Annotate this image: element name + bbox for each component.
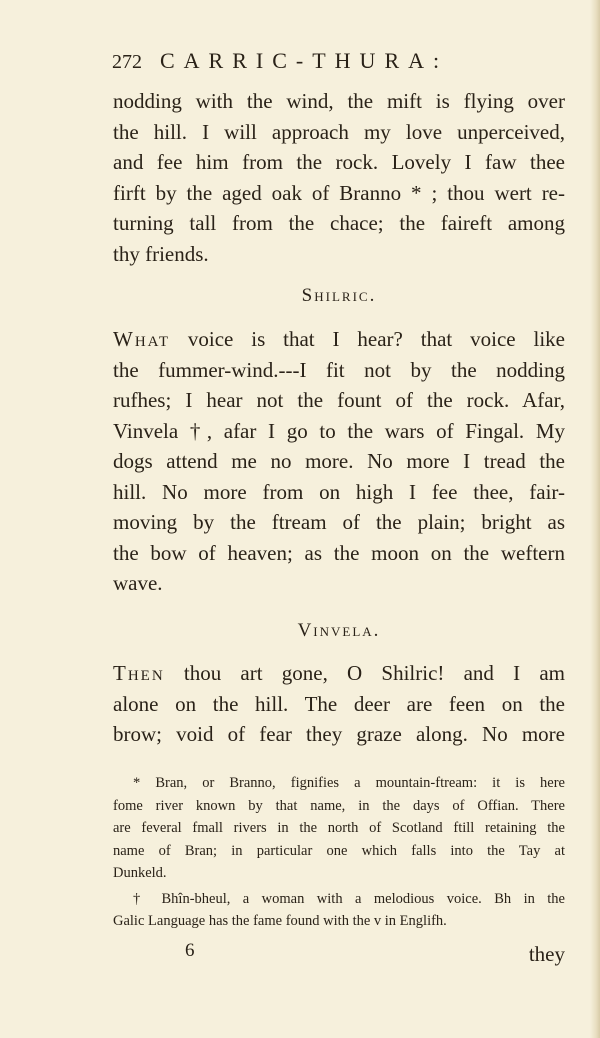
text-line: brow; void of fear they graze along. No more (113, 722, 565, 746)
running-header (112, 48, 582, 78)
footnote-line: * Bran, or Branno, fignifies a mountain-ftream: it is here (133, 775, 565, 791)
catchword: they (528, 942, 565, 966)
text-line: rufhes; I hear not the fount of the rock. Afar, (113, 388, 565, 412)
body-text-shilric (113, 324, 565, 599)
body-text-vinvela (113, 658, 565, 750)
text-line: Vinvela †, afar I go to the wars of Fingal. My (113, 418, 565, 443)
running-title: CARRIC-THURA: (160, 48, 449, 73)
text-line (113, 324, 565, 355)
footnote-line: Galic Language has the fame found with the v in Englifh. (113, 913, 447, 929)
speaker-heading-shilric: Shilric. (301, 285, 377, 306)
signature-mark: 6 (185, 940, 195, 961)
text-line: wave. (113, 571, 163, 595)
text-line: moving by the ftream of the plain; bright as (113, 510, 565, 534)
footnote-line: fome river known by that name, in the days of Offian. There (113, 797, 565, 814)
page-edge (590, 0, 600, 1038)
text-line: thy friends. (113, 241, 209, 266)
text-line: the fummer-wind.---I fit not by the nodding (113, 357, 565, 382)
text-line: dogs attend me no more. No more I tread the (113, 449, 565, 473)
page-footer (113, 940, 565, 970)
lead-line-rest: thou art gone, O Shilric! and I am (164, 661, 565, 685)
text-line: nodding with the wind, the mift is flying over (113, 89, 565, 113)
text-line (113, 658, 565, 689)
speaker-heading-vinvela: Vinvela. (297, 620, 381, 641)
text-line: hill. No more from on high I fee thee, fair- (113, 479, 565, 504)
text-line: turning tall from the chace; the faireft among (113, 211, 565, 235)
footnote-line: name of Bran; in particular one which falls into the Tay at (113, 842, 565, 859)
footnote-line: Dunkeld. (113, 865, 167, 881)
lead-line-rest: voice is that I hear? that voice like (170, 327, 565, 351)
page-number: 272 (112, 51, 142, 73)
footnote-line: † Bhîn-bheul, a woman with a melodious voice. Bh in the (133, 890, 565, 907)
text-line: and fee him from the rock. Lovely I faw thee (113, 150, 565, 174)
text-line: the bow of heaven; as the moon on the weftern (113, 540, 565, 565)
lead-word: What (113, 327, 170, 351)
text-line: firft by the aged oak of Branno * ; thou wert re- (113, 180, 565, 205)
body-text (113, 86, 565, 269)
footnote-line: are feveral fmall rivers in the north of Scotland ftill retaining the (113, 820, 565, 836)
lead-word: Then (113, 661, 165, 685)
text-line: the hill. I will approach my love unperceived, (113, 119, 565, 144)
footnotes (113, 772, 565, 933)
text-line: alone on the hill. The deer are feen on the (113, 691, 565, 716)
